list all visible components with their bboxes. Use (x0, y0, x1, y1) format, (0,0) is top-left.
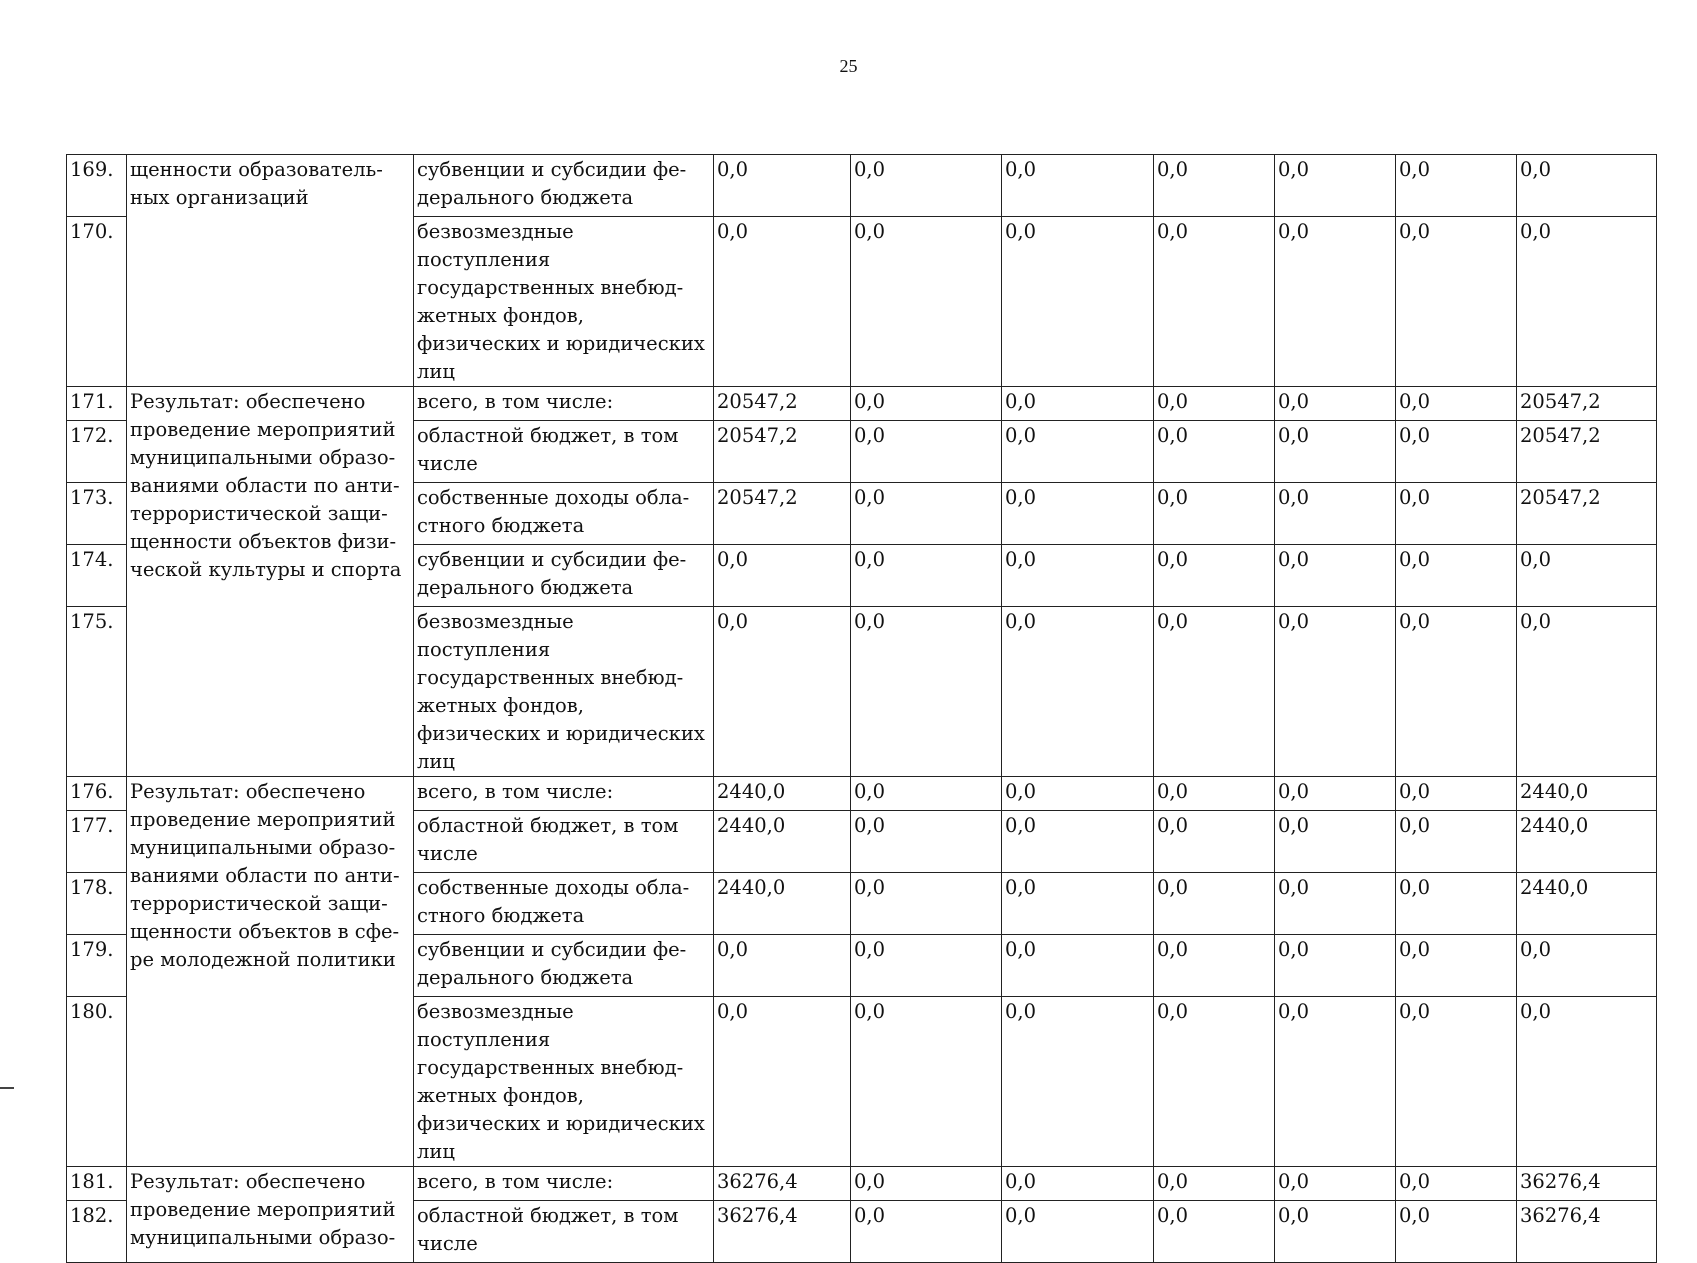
amount-cell: 0,0 (1154, 607, 1275, 777)
amount-cell: 0,0 (1275, 217, 1396, 387)
amount-cell: 0,0 (1275, 421, 1396, 483)
amount-cell: 0,0 (1002, 217, 1154, 387)
amount-cell: 0,0 (1154, 777, 1275, 811)
amount-cell: 0,0 (1275, 1201, 1396, 1263)
amount-cell: 20547,2 (1517, 483, 1657, 545)
amount-cell: 0,0 (1396, 607, 1517, 777)
amount-cell: 0,0 (1154, 935, 1275, 997)
funding-source: областной бюджет, в том числе (414, 421, 714, 483)
amount-cell: 36276,4 (714, 1167, 851, 1201)
amount-cell: 0,0 (851, 935, 1002, 997)
margin-mark (0, 1087, 14, 1089)
amount-cell: 0,0 (1275, 997, 1396, 1167)
amount-cell: 20547,2 (1517, 387, 1657, 421)
row-number: 180. (67, 997, 127, 1167)
table-row (67, 387, 1657, 421)
amount-cell: 0,0 (1517, 155, 1657, 217)
page-number: 25 (839, 56, 858, 76)
amount-cell: 0,0 (851, 421, 1002, 483)
amount-cell: 0,0 (851, 997, 1002, 1167)
table-row (67, 777, 1657, 811)
amount-cell: 0,0 (1517, 935, 1657, 997)
row-number: 169. (67, 155, 127, 217)
amount-cell: 0,0 (1396, 421, 1517, 483)
row-number: 175. (67, 607, 127, 777)
amount-cell: 0,0 (1002, 607, 1154, 777)
amount-cell: 36276,4 (1517, 1167, 1657, 1201)
amount-cell: 0,0 (851, 387, 1002, 421)
amount-cell: 0,0 (1002, 483, 1154, 545)
amount-cell: 0,0 (1396, 777, 1517, 811)
amount-cell: 0,0 (1154, 1167, 1275, 1201)
amount-cell: 0,0 (1275, 935, 1396, 997)
amount-cell: 2440,0 (1517, 811, 1657, 873)
amount-cell: 0,0 (1154, 873, 1275, 935)
amount-cell: 20547,2 (714, 483, 851, 545)
funding-source: областной бюджет, в том числе (414, 1201, 714, 1263)
funding-source: всего, в том числе: (414, 387, 714, 421)
row-number: 181. (67, 1167, 127, 1201)
amount-cell: 0,0 (1396, 1201, 1517, 1263)
amount-cell: 0,0 (851, 155, 1002, 217)
amount-cell: 0,0 (1154, 545, 1275, 607)
funding-source: всего, в том числе: (414, 777, 714, 811)
amount-cell: 0,0 (1002, 935, 1154, 997)
amount-cell: 0,0 (1002, 545, 1154, 607)
amount-cell: 0,0 (1396, 811, 1517, 873)
table-row (67, 155, 1657, 217)
result-description: Результат: обеспечено проведение мероприятий муниципальными образо- (127, 1167, 414, 1263)
budget-table (66, 154, 1657, 1263)
amount-cell: 0,0 (851, 777, 1002, 811)
amount-cell: 0,0 (851, 1201, 1002, 1263)
amount-cell: 0,0 (1002, 1167, 1154, 1201)
amount-cell: 0,0 (1275, 155, 1396, 217)
amount-cell: 0,0 (1154, 387, 1275, 421)
row-number: 173. (67, 483, 127, 545)
funding-source: безвозмездные поступления государственных внебюд- жетных фондов, физических и юридических лиц (414, 607, 714, 777)
amount-cell: 0,0 (714, 607, 851, 777)
result-description: Результат: обеспечено проведение мероприятий муниципальными образо- ваниями области по анти- террористической защи- щенности объектов в сфе- ре молодежной политики (127, 777, 414, 1167)
amount-cell: 0,0 (714, 935, 851, 997)
amount-cell: 0,0 (1275, 607, 1396, 777)
amount-cell: 0,0 (1396, 217, 1517, 387)
funding-source: безвозмездные поступления государственных внебюд- жетных фондов, физических и юридических лиц (414, 997, 714, 1167)
amount-cell: 0,0 (1396, 483, 1517, 545)
amount-cell: 0,0 (1517, 997, 1657, 1167)
amount-cell: 2440,0 (714, 777, 851, 811)
amount-cell: 0,0 (1002, 811, 1154, 873)
amount-cell: 0,0 (851, 873, 1002, 935)
amount-cell: 0,0 (1154, 1201, 1275, 1263)
row-number: 176. (67, 777, 127, 811)
amount-cell: 0,0 (1002, 155, 1154, 217)
row-number: 177. (67, 811, 127, 873)
funding-source: областной бюджет, в том числе (414, 811, 714, 873)
amount-cell: 0,0 (1154, 217, 1275, 387)
result-description: щенности образователь- ных организаций (127, 155, 414, 387)
funding-source: безвозмездные поступления государственных внебюд- жетных фондов, физических и юридических лиц (414, 217, 714, 387)
amount-cell: 0,0 (1517, 607, 1657, 777)
amount-cell: 2440,0 (714, 873, 851, 935)
result-description: Результат: обеспечено проведение мероприятий муниципальными образо- ваниями области по анти- террористической защи- щенности объектов физи- ческой культуры и спорта (127, 387, 414, 777)
amount-cell: 0,0 (1396, 545, 1517, 607)
amount-cell: 36276,4 (1517, 1201, 1657, 1263)
row-number: 174. (67, 545, 127, 607)
funding-source: собственные доходы обла- стного бюджета (414, 483, 714, 545)
funding-source: субвенции и субсидии фе- дерального бюджета (414, 155, 714, 217)
amount-cell: 0,0 (714, 997, 851, 1167)
amount-cell: 0,0 (714, 155, 851, 217)
amount-cell: 0,0 (1275, 777, 1396, 811)
amount-cell: 0,0 (1002, 777, 1154, 811)
amount-cell: 0,0 (851, 1167, 1002, 1201)
amount-cell: 0,0 (1002, 997, 1154, 1167)
row-number: 179. (67, 935, 127, 997)
funding-source: субвенции и субсидии фе- дерального бюджета (414, 545, 714, 607)
amount-cell: 0,0 (1396, 997, 1517, 1167)
amount-cell: 0,0 (1002, 387, 1154, 421)
amount-cell: 0,0 (1154, 155, 1275, 217)
amount-cell: 2440,0 (1517, 777, 1657, 811)
amount-cell: 0,0 (1154, 997, 1275, 1167)
amount-cell: 0,0 (1275, 387, 1396, 421)
amount-cell: 0,0 (851, 483, 1002, 545)
amount-cell: 0,0 (1002, 873, 1154, 935)
funding-source: субвенции и субсидии фе- дерального бюджета (414, 935, 714, 997)
amount-cell: 0,0 (1517, 545, 1657, 607)
row-number: 170. (67, 217, 127, 387)
funding-source: собственные доходы обла- стного бюджета (414, 873, 714, 935)
row-number: 172. (67, 421, 127, 483)
amount-cell: 0,0 (1275, 811, 1396, 873)
amount-cell: 0,0 (1275, 1167, 1396, 1201)
amount-cell: 2440,0 (1517, 873, 1657, 935)
amount-cell: 0,0 (851, 607, 1002, 777)
amount-cell: 0,0 (1154, 421, 1275, 483)
amount-cell: 0,0 (1002, 1201, 1154, 1263)
amount-cell: 0,0 (1275, 873, 1396, 935)
amount-cell: 0,0 (851, 545, 1002, 607)
amount-cell: 0,0 (851, 811, 1002, 873)
amount-cell: 20547,2 (714, 421, 851, 483)
amount-cell: 0,0 (1275, 545, 1396, 607)
amount-cell: 0,0 (1396, 387, 1517, 421)
amount-cell: 36276,4 (714, 1201, 851, 1263)
amount-cell: 0,0 (1275, 483, 1396, 545)
amount-cell: 20547,2 (1517, 421, 1657, 483)
amount-cell: 0,0 (1396, 873, 1517, 935)
funding-source: всего, в том числе: (414, 1167, 714, 1201)
table-row (67, 1167, 1657, 1201)
row-number: 171. (67, 387, 127, 421)
row-number: 182. (67, 1201, 127, 1263)
amount-cell: 0,0 (1396, 935, 1517, 997)
row-number: 178. (67, 873, 127, 935)
amount-cell: 0,0 (1154, 483, 1275, 545)
amount-cell: 0,0 (1002, 421, 1154, 483)
amount-cell: 2440,0 (714, 811, 851, 873)
amount-cell: 0,0 (1517, 217, 1657, 387)
amount-cell: 0,0 (851, 217, 1002, 387)
amount-cell: 0,0 (714, 217, 851, 387)
amount-cell: 0,0 (1396, 155, 1517, 217)
amount-cell: 20547,2 (714, 387, 851, 421)
amount-cell: 0,0 (1396, 1167, 1517, 1201)
amount-cell: 0,0 (714, 545, 851, 607)
amount-cell: 0,0 (1154, 811, 1275, 873)
